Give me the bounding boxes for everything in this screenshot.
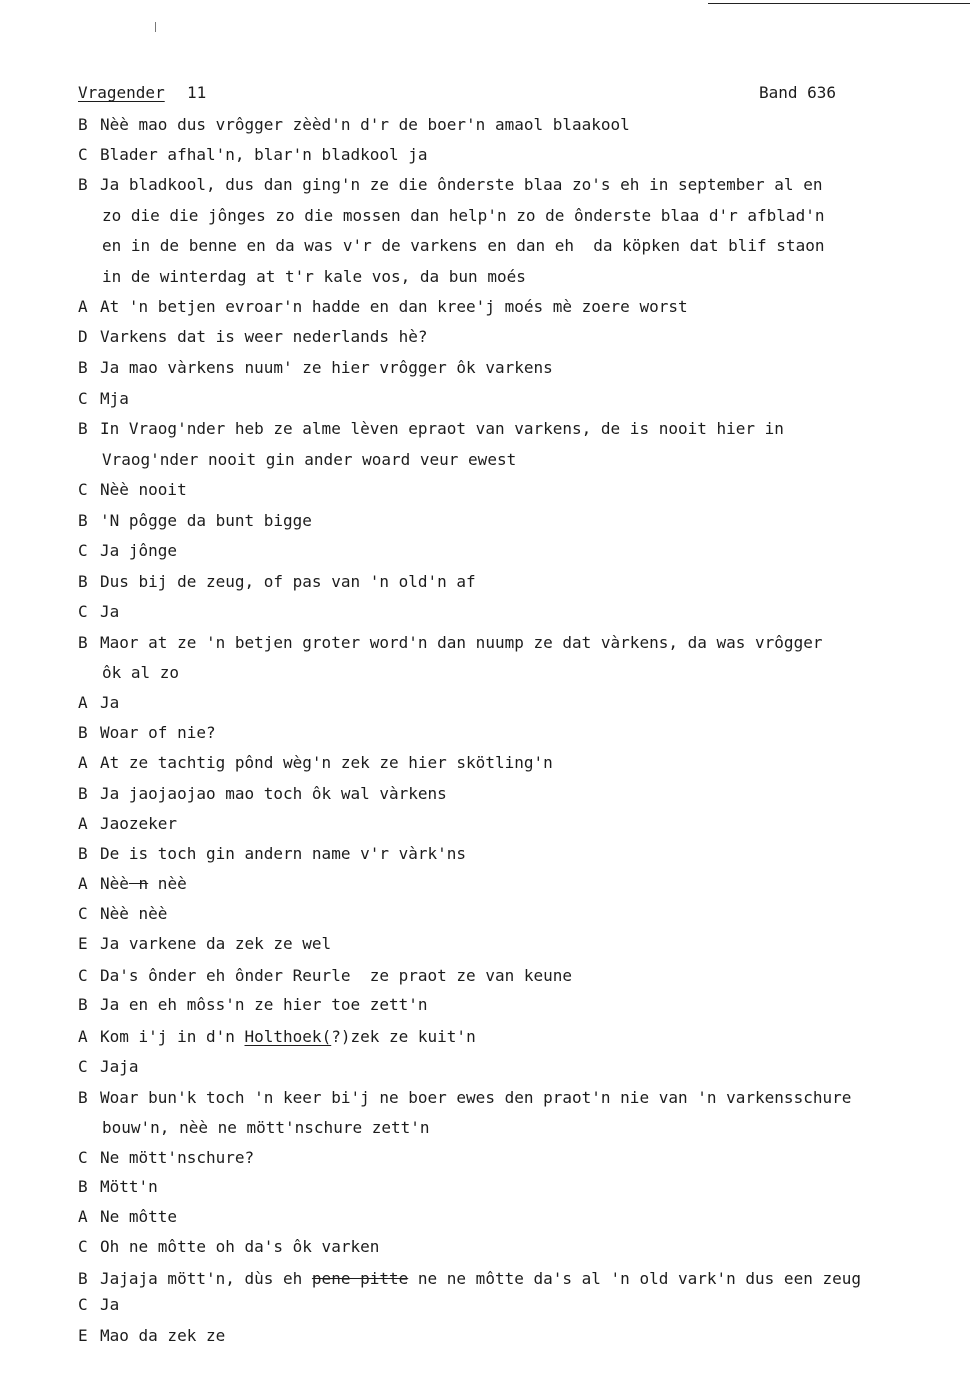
line-text: Jajaja mött'n, dùs eh pene pitte ne ne môtte da's al 'n old vark'n dus een zeug [100,1269,861,1288]
speaker-label: B [78,419,88,438]
speaker-label: C [78,602,88,621]
speaker-label: B [78,511,88,530]
line-text: Ja [100,693,120,712]
speaker-label: C [78,389,88,408]
line-text: Maor at ze 'n betjen groter word'n dan nuump ze dat vàrkens, da was vrôgger [100,633,823,652]
line-text: In Vraog'nder heb ze alme lèven epraot van varkens, de is nooit hier in [100,419,784,438]
line-text: Woar bun'k toch 'n keer bi'j ne boer ewes den praot'n nie van 'n varkensschure [100,1088,852,1107]
speaker-label: B [78,175,88,194]
line-text: Ja [100,1295,120,1314]
line-text: Vraog'nder nooit gin ander woard veur ewest [102,450,517,469]
line-text: ôk al zo [102,663,180,682]
line-text: Oh ne môtte oh da's ôk varken [100,1237,380,1256]
line-text: Ne môtte [100,1207,178,1226]
line-text: Ja jônge [100,541,178,560]
speaker-label: A [78,874,88,893]
line-text: At 'n betjen evroar'n hadde en dan kree'j moés mè zoere worst [100,297,688,316]
line-text: De is toch gin andern name v'r vàrk'ns [100,844,467,863]
speaker-label: C [78,1057,88,1076]
speaker-label: A [78,1207,88,1226]
speaker-label: B [78,723,88,742]
speaker-label: C [78,541,88,560]
line-text: Ja bladkool, dus dan ging'n ze die ônderste blaa zo's eh in september al en [100,175,823,194]
speaker-label: B [78,572,88,591]
line-text: Jaja [100,1057,139,1076]
line-text: 'N pôgge da bunt bigge [100,511,312,530]
header-number: 11 [187,83,207,102]
line-text: Woar of nie? [100,723,216,742]
line-text: Nèè mao dus vrôgger zèèd'n d'r de boer'n amaol blaakool [100,115,630,134]
speaker-label: A [78,1027,88,1046]
speaker-label: A [78,814,88,833]
line-text: Ja varkene da zek ze wel [100,934,332,953]
speaker-label: A [78,297,88,316]
speaker-label: C [78,480,88,499]
speaker-label: A [78,753,88,772]
speaker-label: B [78,844,88,863]
speaker-label: B [78,1088,88,1107]
line-text: Jaozeker [100,814,178,833]
struck-text: n [128,874,149,893]
struck-text: pene pitte [311,1269,409,1288]
speaker-label: D [78,327,88,346]
line-text: At ze tachtig pônd wèg'n zek ze hier skötling'n [100,753,553,772]
speaker-label: C [78,1148,88,1167]
line-text: Varkens dat is weer nederlands hè? [100,327,428,346]
speaker-label: C [78,904,88,923]
speaker-label: C [78,966,88,985]
line-text: Nèè n nèè [100,874,187,893]
line-text: Ja en eh môss'n ze hier toe zett'n [100,995,428,1014]
line-text: Nèè nèè [100,904,168,923]
speaker-label: B [78,633,88,652]
speaker-label: C [78,1295,88,1314]
line-text: Kom i'j in d'n Holthoek(?)zek ze kuit'n [100,1027,476,1046]
line-text: Ja mao vàrkens nuum' ze hier vrôgger ôk varkens [100,358,553,377]
line-text: in de winterdag at t'r kale vos, da bun moés [102,267,526,286]
speaker-label: B [78,1177,88,1196]
line-text: Nèè nooit [100,480,187,499]
line-text: Ja [100,602,120,621]
header-band: Band 636 [759,83,837,102]
line-text: Mött'n [100,1177,158,1196]
speaker-label: B [78,784,88,803]
line-text: Ja jaojaojao mao toch ôk wal vàrkens [100,784,447,803]
line-text: Ne mött'nschure? [100,1148,255,1167]
header-title: Vragender [78,83,165,102]
line-text: Da's ônder eh ônder Reurle ze praot ze van keune [100,966,573,985]
line-text: Blader afhal'n, blar'n bladkool ja [100,145,428,164]
line-text: bouw'n, nèè ne mött'nschure zett'n [102,1118,430,1137]
speaker-label: B [78,115,88,134]
speaker-label: B [78,1269,88,1288]
speaker-label: B [78,995,88,1014]
speaker-label: C [78,145,88,164]
speaker-label: A [78,693,88,712]
underlined-text: Holthoek( [244,1027,332,1046]
line-text: zo die die jônges zo die mossen dan help'n zo de ônderste blaa d'r afblad'n [102,206,825,225]
speaker-label: E [78,1326,88,1345]
line-text: en in de benne en da was v'r de varkens en dan eh da köpken dat blif staon [102,236,825,255]
speaker-label: B [78,358,88,377]
speaker-label: C [78,1237,88,1256]
line-text: Mja [100,389,129,408]
line-text: Mao da zek ze [100,1326,226,1345]
line-text: Dus bij de zeug, of pas van 'n old'n af [100,572,476,591]
speaker-label: E [78,934,88,953]
